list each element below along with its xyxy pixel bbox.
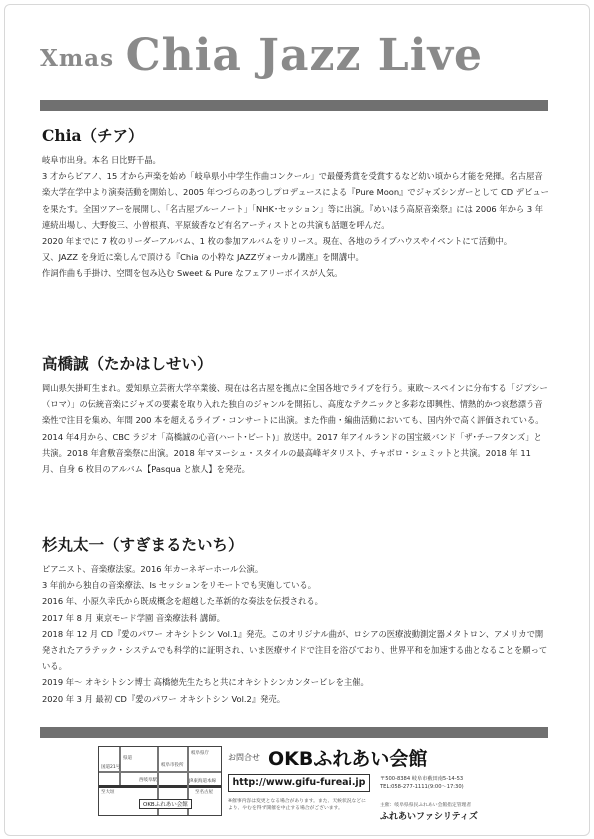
map-railway: [99, 785, 221, 788]
venue-map: [98, 746, 222, 816]
operator-name: ふれあいファシリティズ: [380, 812, 478, 822]
phone-line: TEL:058-277-1111(9:00～17:30): [380, 783, 464, 790]
paragraph: 2018 年 12 月 CD『愛のパワー オキシトシン Vol.1』発売。このオリジナル曲が、ロシアの医療波動測定器メタトロン、アメリカで開発されたアラテック・システムでも科学的に証明され、いま医療サイドで注目を浴びており、世界平和を加速する曲となることを願っている。: [42, 628, 548, 672]
map-label: 西岐阜駅: [139, 778, 157, 783]
map-label: 県道: [123, 756, 132, 761]
map-label: 岐阜県庁: [191, 751, 209, 756]
paragraph: 2016 年、小原久幸氏から既成概念を超越した革新的な奏法を伝授される。: [42, 596, 323, 607]
section-sugimaru: [42, 533, 550, 707]
paragraph: 作詞作曲も手掛け、空間を包み込む Sweet & Pure なフェアリーボイスが人気。: [42, 268, 343, 279]
section-heading: Chia（チア）: [42, 126, 144, 145]
paragraph: 3 年前から独自の音楽療法、Is セッションをリモートでも実施している。: [42, 580, 317, 591]
disclaimer-note: ※催事内容は変更となる場合があります。また、天候状況などにより、やむを得ず開催を中止する場合がございます。: [228, 799, 366, 811]
map-label: 国道21号: [101, 765, 121, 770]
title-xmas: Xmas: [40, 45, 115, 72]
paragraph: 2014 年4月から、CBC ラジオ「高橋誠の心音(ハート･ビート)」放送中。2017 年アイルランドの国宝級バンド「ザ･チーフタンズ」と共演。2018 年倉敷音楽祭に出演。2018 年マヌーシュ・スタイルの最高峰ギタリスト、チャボロ・シュミットと共演。2018 年 11 月、自身 6 枚目のアルバム【Pasqua と旅人】を発売。: [42, 431, 542, 475]
map-label: 至名古屋: [195, 790, 213, 795]
map-label: 至大垣: [101, 790, 115, 795]
map-label: 岐阜市役所: [161, 763, 184, 768]
top-divider-bar: [40, 100, 548, 111]
bottom-divider-bar: [40, 727, 548, 738]
paragraph: 2017 年 8 月 東京モード学園 音楽療法科 講師。: [42, 612, 225, 623]
paragraph: 岡山県矢掛町生まれ。愛知県立芸術大学卒業後、現在は名古屋を拠点に全国各地でライブを行う。東欧～スペインに分布する「ジプシー（ロマ）」の伝統音楽にジャズの要素を取り入れた独自のジャンルを開拓し、高度なテクニックと多彩な即興性、情熱的かつ哀愁漂う音楽性で注目を集め、年間 200 本を超えるライブ・コンサートに出演。また作曲・編曲活動においても、国内外で高く評価されている。: [42, 383, 548, 426]
paragraph: 3 才からピアノ、15 才から声楽を始め「岐阜県小中学生作曲コンクール」で最優秀賞を受賞するなど幼い頃から才能を発揮。名古屋音楽大学在学中より演奏活動を開始し、2005 年つづらのあつしプロデュースによる『Pure Moon』でジャズシンガーとして CD デビューを果たす。全国ツアーを展開し、「名古屋ブルーノート」「NHK･セッション」等に出演。『めいほう高原音楽祭』には 2006 年から 3 年連続出場し、大野俊三、小曽根真、平原綾香など有名アーティストとの共演も話題を呼んだ。: [42, 171, 549, 230]
title-main: Chia Jazz Live: [125, 30, 484, 81]
map-label: JR東海道本線: [189, 779, 216, 784]
paragraph: 岐阜市出身。本名 日比野千晶。: [42, 155, 161, 165]
address-block: [380, 776, 464, 791]
hall-name: OKBふれあい会館: [268, 748, 428, 770]
address-line: 〒500-8384 岐阜市薮田南5-14-53: [380, 776, 464, 782]
section-chia: [42, 124, 550, 282]
paragraph: 2020 年 3 月 最初 CD『愛のパワー オキシトシン Vol.2』発売。: [42, 693, 286, 704]
section-heading: 杉丸太一（すぎまるたいち）: [42, 535, 244, 554]
footer: [98, 746, 538, 826]
section-takahashi: [42, 352, 550, 477]
paragraph: 2020 年までに 7 枚のリーダーアルバム、1 枚の参加アルバムをリリース。現在、各地のライブハウスやイベントにて活動中。: [42, 236, 513, 247]
map-venue-label: OKBふれあい会館: [139, 799, 192, 809]
map-road: [99, 771, 221, 773]
page-title: [40, 30, 550, 88]
paragraph: ピアニスト、音楽療法家。2016 年カーネギーホール公演。: [42, 564, 264, 574]
contact-label: お問合せ: [228, 753, 260, 762]
operator-note: 主催：岐阜県県民ふれあい会館指定管理者: [380, 803, 472, 808]
section-heading: 高橋誠（たかはしせい）: [42, 354, 213, 373]
paragraph: 2019 年～ オキシトシン博士 高橋徳先生たちと共にオキシトシンカンタービレを主催。: [42, 677, 369, 688]
paragraph: 又、JAZZ を身近に楽しんで頂ける『Chia の小粋な JAZZヴォーカル講座』を開講中。: [42, 252, 364, 263]
website-link[interactable]: http://www.gifu-fureai.jp: [228, 774, 370, 792]
